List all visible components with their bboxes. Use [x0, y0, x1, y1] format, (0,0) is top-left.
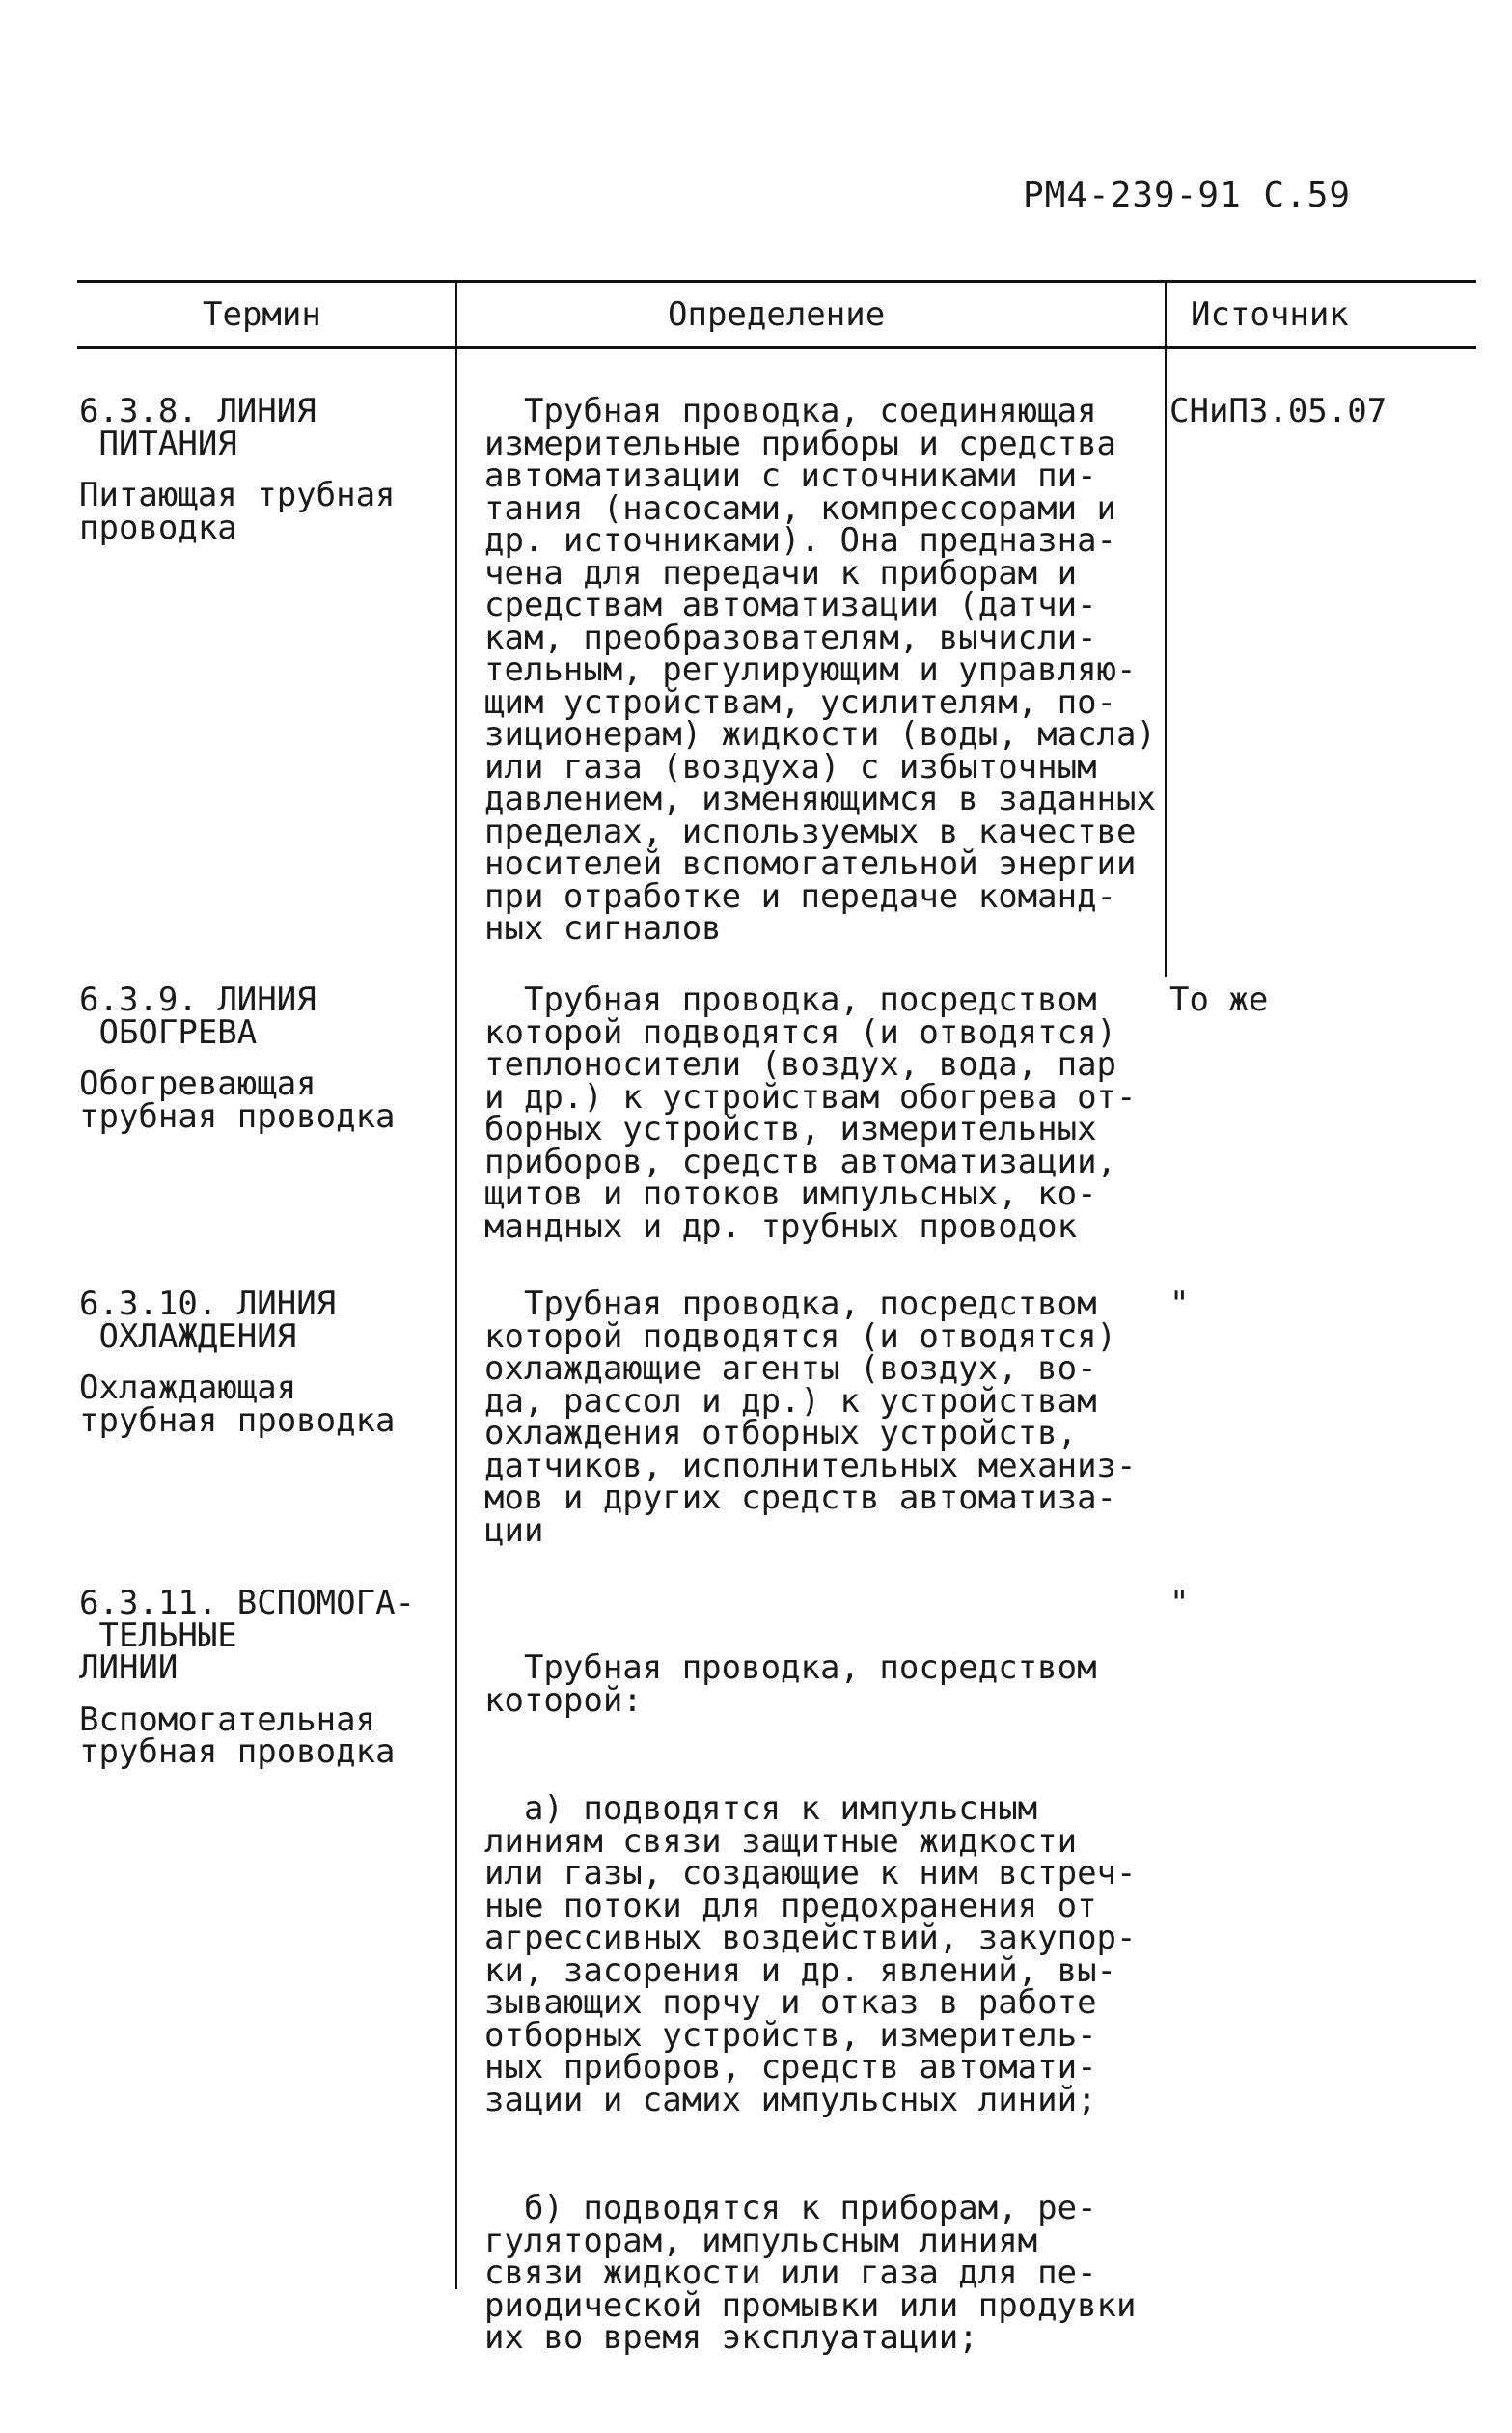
- term-number: 6.3.10.: [79, 1285, 218, 1323]
- definition-cell: Трубная проводка, посредством которой подводятся (и отводятся) охлаждающие агенты (воздух, во- да, рассол и др.) к устройствам охлаждения отборных устройств, датчиков, исполнительных механиз- мов и других средств автоматиза- ции: [484, 1285, 1137, 1550]
- page-reference: РМ4-239-91 С.59: [1023, 176, 1352, 215]
- term-name: ЛИНИЯ ПИТАНИЯ: [98, 392, 316, 463]
- term-cell: [79, 981, 446, 1136]
- term-synonym: Обогревающая трубная проводка: [79, 1064, 396, 1136]
- column-header-definition: Определение: [668, 295, 886, 334]
- term-synonym: Вспомогательная трубная проводка: [79, 1700, 396, 1771]
- source-cell: То же: [1169, 981, 1269, 1019]
- definition-cell: [484, 1588, 1169, 2431]
- term-cell: [79, 392, 446, 547]
- term-name: ЛИНИЯ ОБОГРЕВА: [98, 981, 316, 1052]
- term-name: ВСПОМОГА- ТЕЛЬНЫЕ ЛИНИИ: [79, 1584, 416, 1687]
- definition-item-a: а) подводятся к импульсным линиям связи защитные жидкости или газы, создающие к ним встреч- ные потоки для предохранения от агрессивных воздействий, закупор- ки, засорения и др. явлений, вы- зывающих порчу и отказ в работе отборных устройств, измеритель- ных приборов, средств автомати- зации и самих импульсных линий;: [484, 1789, 1137, 2119]
- table-top-rule: [77, 280, 1476, 283]
- table-header-rule: [77, 346, 1476, 349]
- definition-intro: Трубная проводка, посредством которой:: [484, 1648, 1097, 1720]
- term-synonym: Питающая трубная проводка: [79, 476, 396, 547]
- definition-item-b: б) подводятся к приборам, ре- гуляторам, импульсным линиям связи жидкости или газа для пе- риодической промывки или продувки их во время эксплуатации;: [484, 2189, 1137, 2357]
- source-cell: СНиП3.05.07: [1169, 392, 1388, 430]
- term-number: 6.3.11.: [79, 1584, 218, 1622]
- term-cell: [79, 1285, 446, 1440]
- term-synonym: Охлаждающая трубная проводка: [79, 1369, 396, 1440]
- definition-cell: Трубная проводка, посредством которой подводятся (и отводятся) теплоносители (воздух, вода, пар и др.) к устройствам обогрева от- борных устройств, измерительных приборов, средств автоматизации, щитов и потоков импульсных, ко- мандных и др. трубных проводок: [484, 981, 1137, 1246]
- column-header-source: Источник: [1191, 295, 1349, 334]
- source-cell: ": [1169, 1285, 1190, 1323]
- term-cell: [79, 1584, 446, 1771]
- term-number: 6.3.8.: [79, 392, 198, 430]
- column-divider-left: [455, 282, 457, 2289]
- term-number: 6.3.9.: [79, 981, 198, 1019]
- term-name: ЛИНИЯ ОХЛАЖДЕНИЯ: [98, 1285, 337, 1356]
- column-header-term: Термин: [203, 295, 321, 334]
- source-cell: ": [1169, 1584, 1190, 1622]
- definition-cell: Трубная проводка, соединяющая измерительные приборы и средства автоматизации с источниками пи- тания (насосами, компрессорами и др. источниками). Она предназна- чена для передачи к приборам и средствам автоматизации (датчи- кам, преобразователям, вычисли- тельным, регулирующим и управляю- щим устройствам, усилителям, по- зиционерам) жидкости (воды, масла) или газа (воздуха) с избыточным давлением, изменяющимся в заданных пределах, используемых в качестве носителей вспомогательной энергии при отработке и передаче команд- ных сигналов: [484, 392, 1156, 948]
